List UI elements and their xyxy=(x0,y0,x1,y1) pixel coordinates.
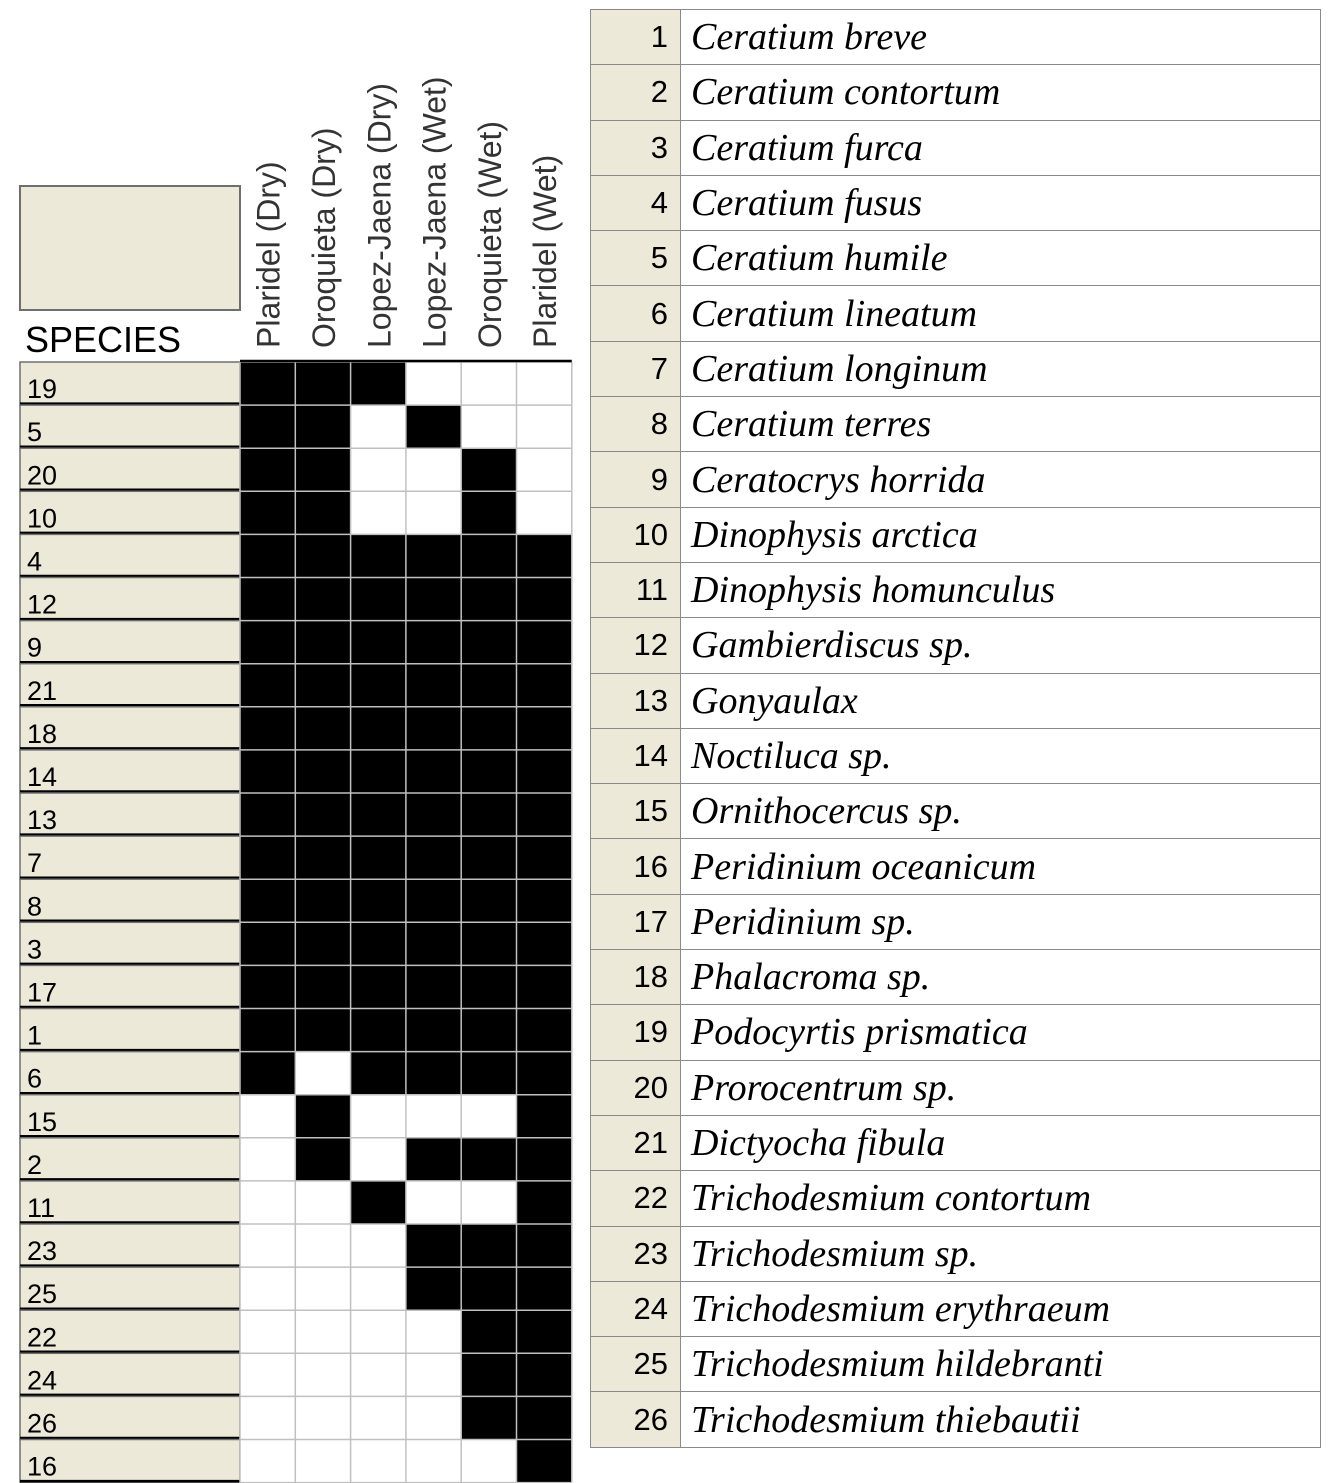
matrix-cell xyxy=(406,491,461,534)
matrix-cell xyxy=(461,750,516,793)
legend-number: 25 xyxy=(591,1337,681,1392)
legend-species-name: Noctiluca sp. xyxy=(681,728,1321,783)
species-header-label: SPECIES xyxy=(25,319,182,360)
matrix-cell xyxy=(406,1052,461,1095)
matrix-cell xyxy=(295,621,350,664)
matrix-cell xyxy=(406,534,461,577)
matrix-cell xyxy=(240,1396,295,1439)
row-label-cell xyxy=(20,1009,240,1052)
column-label: Lopez-Jaena (Dry) xyxy=(361,83,398,348)
matrix-cell xyxy=(517,750,572,793)
matrix-cell xyxy=(240,1353,295,1396)
matrix-cell xyxy=(461,1267,516,1310)
row-label-cell xyxy=(20,405,240,448)
matrix-cell xyxy=(517,1052,572,1095)
matrix-cell xyxy=(461,1310,516,1353)
matrix-cell xyxy=(461,922,516,965)
matrix-cell xyxy=(351,965,406,1008)
legend-number: 17 xyxy=(591,894,681,949)
matrix-cell xyxy=(461,664,516,707)
legend-number: 23 xyxy=(591,1226,681,1281)
legend-species-name: Trichodesmium thiebautii xyxy=(681,1392,1321,1447)
legend-species-name: Trichodesmium erythraeum xyxy=(681,1281,1321,1336)
matrix-cell xyxy=(295,1353,350,1396)
matrix-cell xyxy=(295,1267,350,1310)
legend-number: 14 xyxy=(591,728,681,783)
legend-species-name: Trichodesmium contortum xyxy=(681,1171,1321,1226)
row-label: 5 xyxy=(27,417,43,448)
matrix-cell xyxy=(240,965,295,1008)
legend-species-name: Prorocentrum sp. xyxy=(681,1060,1321,1115)
legend-number: 9 xyxy=(591,452,681,507)
legend-row xyxy=(591,894,1321,949)
matrix-cell xyxy=(517,1267,572,1310)
matrix-cell xyxy=(517,1224,572,1267)
matrix-cell xyxy=(461,1181,516,1224)
matrix-cell xyxy=(517,1095,572,1138)
legend-species-name: Gambierdiscus sp. xyxy=(681,618,1321,673)
matrix-cell xyxy=(517,879,572,922)
row-label: 17 xyxy=(27,977,58,1008)
matrix-cell xyxy=(240,879,295,922)
matrix-cell xyxy=(517,405,572,448)
matrix-cell xyxy=(461,1138,516,1181)
matrix-cell xyxy=(240,1310,295,1353)
presence-matrix-chart xyxy=(0,0,580,1483)
legend-row xyxy=(591,1337,1321,1392)
matrix-cell xyxy=(351,1224,406,1267)
legend-species-name: Podocyrtis prismatica xyxy=(681,1005,1321,1060)
matrix-cell xyxy=(295,707,350,750)
matrix-cell xyxy=(351,836,406,879)
legend-row xyxy=(591,1281,1321,1336)
column-label: Lopez-Jaena (Wet) xyxy=(416,76,453,348)
matrix-cell xyxy=(351,1181,406,1224)
matrix-cell xyxy=(406,362,461,405)
matrix-cell xyxy=(295,1052,350,1095)
legend-species-name: Ceratium humile xyxy=(681,231,1321,286)
row-label-cell xyxy=(20,879,240,922)
column-label: Plaridel (Dry) xyxy=(250,161,287,348)
legend-row xyxy=(591,65,1321,120)
matrix-cell xyxy=(240,1224,295,1267)
matrix-cell xyxy=(406,1310,461,1353)
row-label-cell xyxy=(20,922,240,965)
legend-number: 5 xyxy=(591,231,681,286)
legend-number: 24 xyxy=(591,1281,681,1336)
matrix-cell xyxy=(295,664,350,707)
row-label-cell xyxy=(20,836,240,879)
matrix-cell xyxy=(517,836,572,879)
row-label-cell xyxy=(20,1052,240,1095)
matrix-cell xyxy=(461,707,516,750)
matrix-cell xyxy=(351,405,406,448)
matrix-cell xyxy=(406,922,461,965)
legend-row xyxy=(591,950,1321,1005)
legend-species-name: Ceratium contortum xyxy=(681,65,1321,120)
matrix-cell xyxy=(406,750,461,793)
matrix-cell xyxy=(240,1440,295,1483)
matrix-cell xyxy=(295,534,350,577)
legend-species-name: Ornithocercus sp. xyxy=(681,784,1321,839)
row-label: 25 xyxy=(27,1279,58,1310)
matrix-cell xyxy=(517,1009,572,1052)
matrix-cell xyxy=(461,965,516,1008)
legend-row xyxy=(591,673,1321,728)
matrix-cell xyxy=(461,836,516,879)
row-label: 4 xyxy=(27,546,43,577)
matrix-cell xyxy=(295,448,350,491)
matrix-cell xyxy=(461,1095,516,1138)
matrix-cell xyxy=(240,1138,295,1181)
matrix-cell xyxy=(461,534,516,577)
matrix-cell xyxy=(240,1095,295,1138)
matrix-cell xyxy=(517,534,572,577)
legend-species-name: Gonyaulax xyxy=(681,673,1321,728)
row-label: 1 xyxy=(27,1020,43,1051)
matrix-cell xyxy=(461,1353,516,1396)
row-label: 3 xyxy=(27,934,43,965)
matrix-cell xyxy=(240,750,295,793)
row-label-cell xyxy=(20,1138,240,1181)
matrix-cell xyxy=(406,578,461,621)
matrix-cell xyxy=(351,1052,406,1095)
matrix-cell xyxy=(351,491,406,534)
legend-species-name: Ceratocrys horrida xyxy=(681,452,1321,507)
matrix-cell xyxy=(351,1009,406,1052)
matrix-cell xyxy=(517,448,572,491)
row-label: 19 xyxy=(27,374,58,405)
matrix-cell xyxy=(240,1267,295,1310)
legend-number: 3 xyxy=(591,120,681,175)
legend-number: 11 xyxy=(591,562,681,617)
row-label: 26 xyxy=(27,1408,58,1439)
matrix-cell xyxy=(406,879,461,922)
legend-row xyxy=(591,10,1321,65)
legend-number: 4 xyxy=(591,175,681,230)
matrix-cell xyxy=(406,405,461,448)
matrix-cell xyxy=(461,621,516,664)
matrix-cell xyxy=(295,793,350,836)
row-label: 11 xyxy=(27,1193,56,1223)
legend-species-name: Ceratium lineatum xyxy=(681,286,1321,341)
legend-row xyxy=(591,784,1321,839)
legend-row xyxy=(591,1392,1321,1447)
legend-number: 16 xyxy=(591,839,681,894)
species-legend-table xyxy=(590,9,1321,1448)
matrix-cell xyxy=(461,448,516,491)
column-labels xyxy=(251,76,564,348)
matrix-cell xyxy=(406,707,461,750)
matrix-cell xyxy=(240,362,295,405)
matrix-cell xyxy=(406,1440,461,1483)
legend-number: 2 xyxy=(591,65,681,120)
legend-species-name: Ceratium longinum xyxy=(681,341,1321,396)
row-label: 24 xyxy=(27,1365,58,1396)
matrix-cell xyxy=(517,1181,572,1224)
legend-row xyxy=(591,397,1321,452)
matrix-cell xyxy=(517,1310,572,1353)
matrix-cell xyxy=(461,491,516,534)
matrix-cell xyxy=(517,1440,572,1483)
column-label: Oroquieta (Dry) xyxy=(305,127,342,348)
legend-row xyxy=(591,120,1321,175)
legend-species-name: Trichodesmium hildebranti xyxy=(681,1337,1321,1392)
matrix-cell xyxy=(406,1396,461,1439)
matrix-cell xyxy=(295,1095,350,1138)
legend-number: 21 xyxy=(591,1115,681,1170)
legend-row xyxy=(591,452,1321,507)
matrix-cell xyxy=(406,664,461,707)
matrix-cell xyxy=(240,707,295,750)
matrix-cell xyxy=(240,793,295,836)
matrix-cell xyxy=(461,793,516,836)
legend-row xyxy=(591,1171,1321,1226)
matrix-cell xyxy=(351,664,406,707)
matrix-cell xyxy=(240,534,295,577)
matrix-cell xyxy=(461,1224,516,1267)
matrix-cell xyxy=(517,621,572,664)
row-label: 6 xyxy=(27,1063,43,1094)
matrix-cell xyxy=(406,836,461,879)
row-label: 23 xyxy=(27,1236,58,1267)
matrix-cell xyxy=(406,1181,461,1224)
matrix-cell xyxy=(240,836,295,879)
matrix-cell xyxy=(240,1052,295,1095)
matrix-cell xyxy=(351,362,406,405)
legend-number: 6 xyxy=(591,286,681,341)
matrix-cell xyxy=(351,1095,406,1138)
matrix-cell xyxy=(240,664,295,707)
matrix-cell xyxy=(295,750,350,793)
legend-number: 22 xyxy=(591,1171,681,1226)
legend-number: 15 xyxy=(591,784,681,839)
row-labels xyxy=(20,362,240,1483)
matrix-cell xyxy=(406,793,461,836)
matrix-cell xyxy=(517,491,572,534)
matrix-cell xyxy=(240,405,295,448)
legend-number: 12 xyxy=(591,618,681,673)
matrix-cell xyxy=(406,1267,461,1310)
legend-species-name: Trichodesmium sp. xyxy=(681,1226,1321,1281)
matrix-cell xyxy=(295,1138,350,1181)
matrix-cell xyxy=(295,1224,350,1267)
legend-number: 20 xyxy=(591,1060,681,1115)
matrix-cell xyxy=(295,578,350,621)
matrix-cell xyxy=(295,1009,350,1052)
row-label: 15 xyxy=(27,1106,58,1137)
legend-row xyxy=(591,1060,1321,1115)
legend-row xyxy=(591,839,1321,894)
matrix-cell xyxy=(517,965,572,1008)
legend-species-name: Ceratium breve xyxy=(681,10,1321,65)
matrix-cell xyxy=(351,448,406,491)
matrix-cell xyxy=(295,362,350,405)
matrix-cell xyxy=(295,1181,350,1224)
matrix-cell xyxy=(406,1138,461,1181)
matrix-cell xyxy=(406,1095,461,1138)
legend-row xyxy=(591,1005,1321,1060)
row-label: 10 xyxy=(27,503,58,534)
matrix-cell xyxy=(461,1440,516,1483)
column-label: Oroquieta (Wet) xyxy=(471,120,508,348)
matrix-cell xyxy=(406,1353,461,1396)
matrix-cell xyxy=(351,534,406,577)
legend-number: 1 xyxy=(591,10,681,65)
matrix-cell xyxy=(295,965,350,1008)
legend-species-name: Dinophysis homunculus xyxy=(681,562,1321,617)
legend-species-name: Ceratium furca xyxy=(681,120,1321,175)
row-label: 13 xyxy=(27,805,58,836)
matrix-cell xyxy=(517,1353,572,1396)
matrix-cell xyxy=(351,1138,406,1181)
legend-species-name: Dictyocha fibula xyxy=(681,1115,1321,1170)
matrix-cell xyxy=(240,1009,295,1052)
matrix-cell xyxy=(351,1440,406,1483)
matrix-cell xyxy=(517,922,572,965)
legend-row xyxy=(591,341,1321,396)
matrix-cell xyxy=(351,793,406,836)
matrix-cell xyxy=(351,750,406,793)
legend-row xyxy=(591,1115,1321,1170)
matrix-cell xyxy=(351,879,406,922)
matrix-cell xyxy=(351,1353,406,1396)
matrix-cell xyxy=(406,1009,461,1052)
matrix-cell xyxy=(351,1310,406,1353)
legend-species-name: Peridinium oceanicum xyxy=(681,839,1321,894)
matrix-cell xyxy=(461,1009,516,1052)
row-label: 14 xyxy=(27,762,58,792)
legend-species-name: Ceratium terres xyxy=(681,397,1321,452)
matrix-cell xyxy=(351,621,406,664)
legend-row xyxy=(591,562,1321,617)
row-label: 9 xyxy=(27,632,43,663)
matrix-cell xyxy=(461,578,516,621)
legend-species-name: Ceratium fusus xyxy=(681,175,1321,230)
matrix-cell xyxy=(295,491,350,534)
matrix-cell xyxy=(461,362,516,405)
row-label: 22 xyxy=(27,1322,58,1353)
legend-row xyxy=(591,231,1321,286)
matrix-cell xyxy=(295,922,350,965)
legend-row xyxy=(591,1226,1321,1281)
legend-number: 8 xyxy=(591,397,681,452)
matrix-cell xyxy=(351,707,406,750)
matrix-cell xyxy=(406,621,461,664)
column-label: Plaridel (Wet) xyxy=(527,154,564,348)
corner-header-block xyxy=(20,186,240,310)
matrix-cell xyxy=(517,1396,572,1439)
legend-row xyxy=(591,175,1321,230)
matrix-cell xyxy=(240,621,295,664)
matrix-cell xyxy=(295,836,350,879)
row-label: 12 xyxy=(27,589,58,620)
matrix-cell xyxy=(295,1310,350,1353)
matrix-cell xyxy=(351,922,406,965)
row-label: 16 xyxy=(27,1451,58,1482)
legend-row xyxy=(591,728,1321,783)
legend-number: 19 xyxy=(591,1005,681,1060)
matrix-cell xyxy=(461,1396,516,1439)
row-label-cell xyxy=(20,621,240,664)
matrix-cell xyxy=(240,448,295,491)
matrix-cell xyxy=(351,1267,406,1310)
legend-species-name: Peridinium sp. xyxy=(681,894,1321,949)
matrix-cell xyxy=(517,793,572,836)
matrix-cell xyxy=(240,922,295,965)
legend-species-name: Dinophysis arctica xyxy=(681,507,1321,562)
matrix-cell xyxy=(240,491,295,534)
legend-row xyxy=(591,507,1321,562)
matrix-cell xyxy=(295,405,350,448)
row-label-cell xyxy=(20,534,240,577)
matrix-cell xyxy=(295,1440,350,1483)
legend-species-name: Phalacroma sp. xyxy=(681,950,1321,1005)
row-label: 18 xyxy=(27,718,58,749)
matrix-cell xyxy=(406,965,461,1008)
matrix-cell xyxy=(517,664,572,707)
matrix-cell xyxy=(461,1052,516,1095)
matrix-cell xyxy=(295,879,350,922)
row-label: 20 xyxy=(27,460,58,491)
matrix-cell xyxy=(406,1224,461,1267)
row-label: 21 xyxy=(27,675,58,706)
matrix-cell xyxy=(517,578,572,621)
row-label: 7 xyxy=(27,848,43,879)
matrix-cell xyxy=(406,448,461,491)
matrix-cell xyxy=(295,1396,350,1439)
matrix-cell xyxy=(351,1396,406,1439)
legend-number: 13 xyxy=(591,673,681,728)
matrix-cell xyxy=(517,362,572,405)
legend-number: 26 xyxy=(591,1392,681,1447)
legend-row xyxy=(591,618,1321,673)
row-label: 8 xyxy=(27,891,43,922)
legend-row xyxy=(591,286,1321,341)
legend-number: 7 xyxy=(591,341,681,396)
legend-number: 10 xyxy=(591,507,681,562)
matrix-cell xyxy=(461,879,516,922)
legend-number: 18 xyxy=(591,950,681,1005)
matrix-cell xyxy=(351,578,406,621)
matrix-cell xyxy=(461,405,516,448)
matrix-cell xyxy=(240,578,295,621)
matrix-cell xyxy=(240,1181,295,1224)
row-label: 2 xyxy=(27,1149,43,1180)
matrix-cell xyxy=(517,1138,572,1181)
matrix-cell xyxy=(517,707,572,750)
